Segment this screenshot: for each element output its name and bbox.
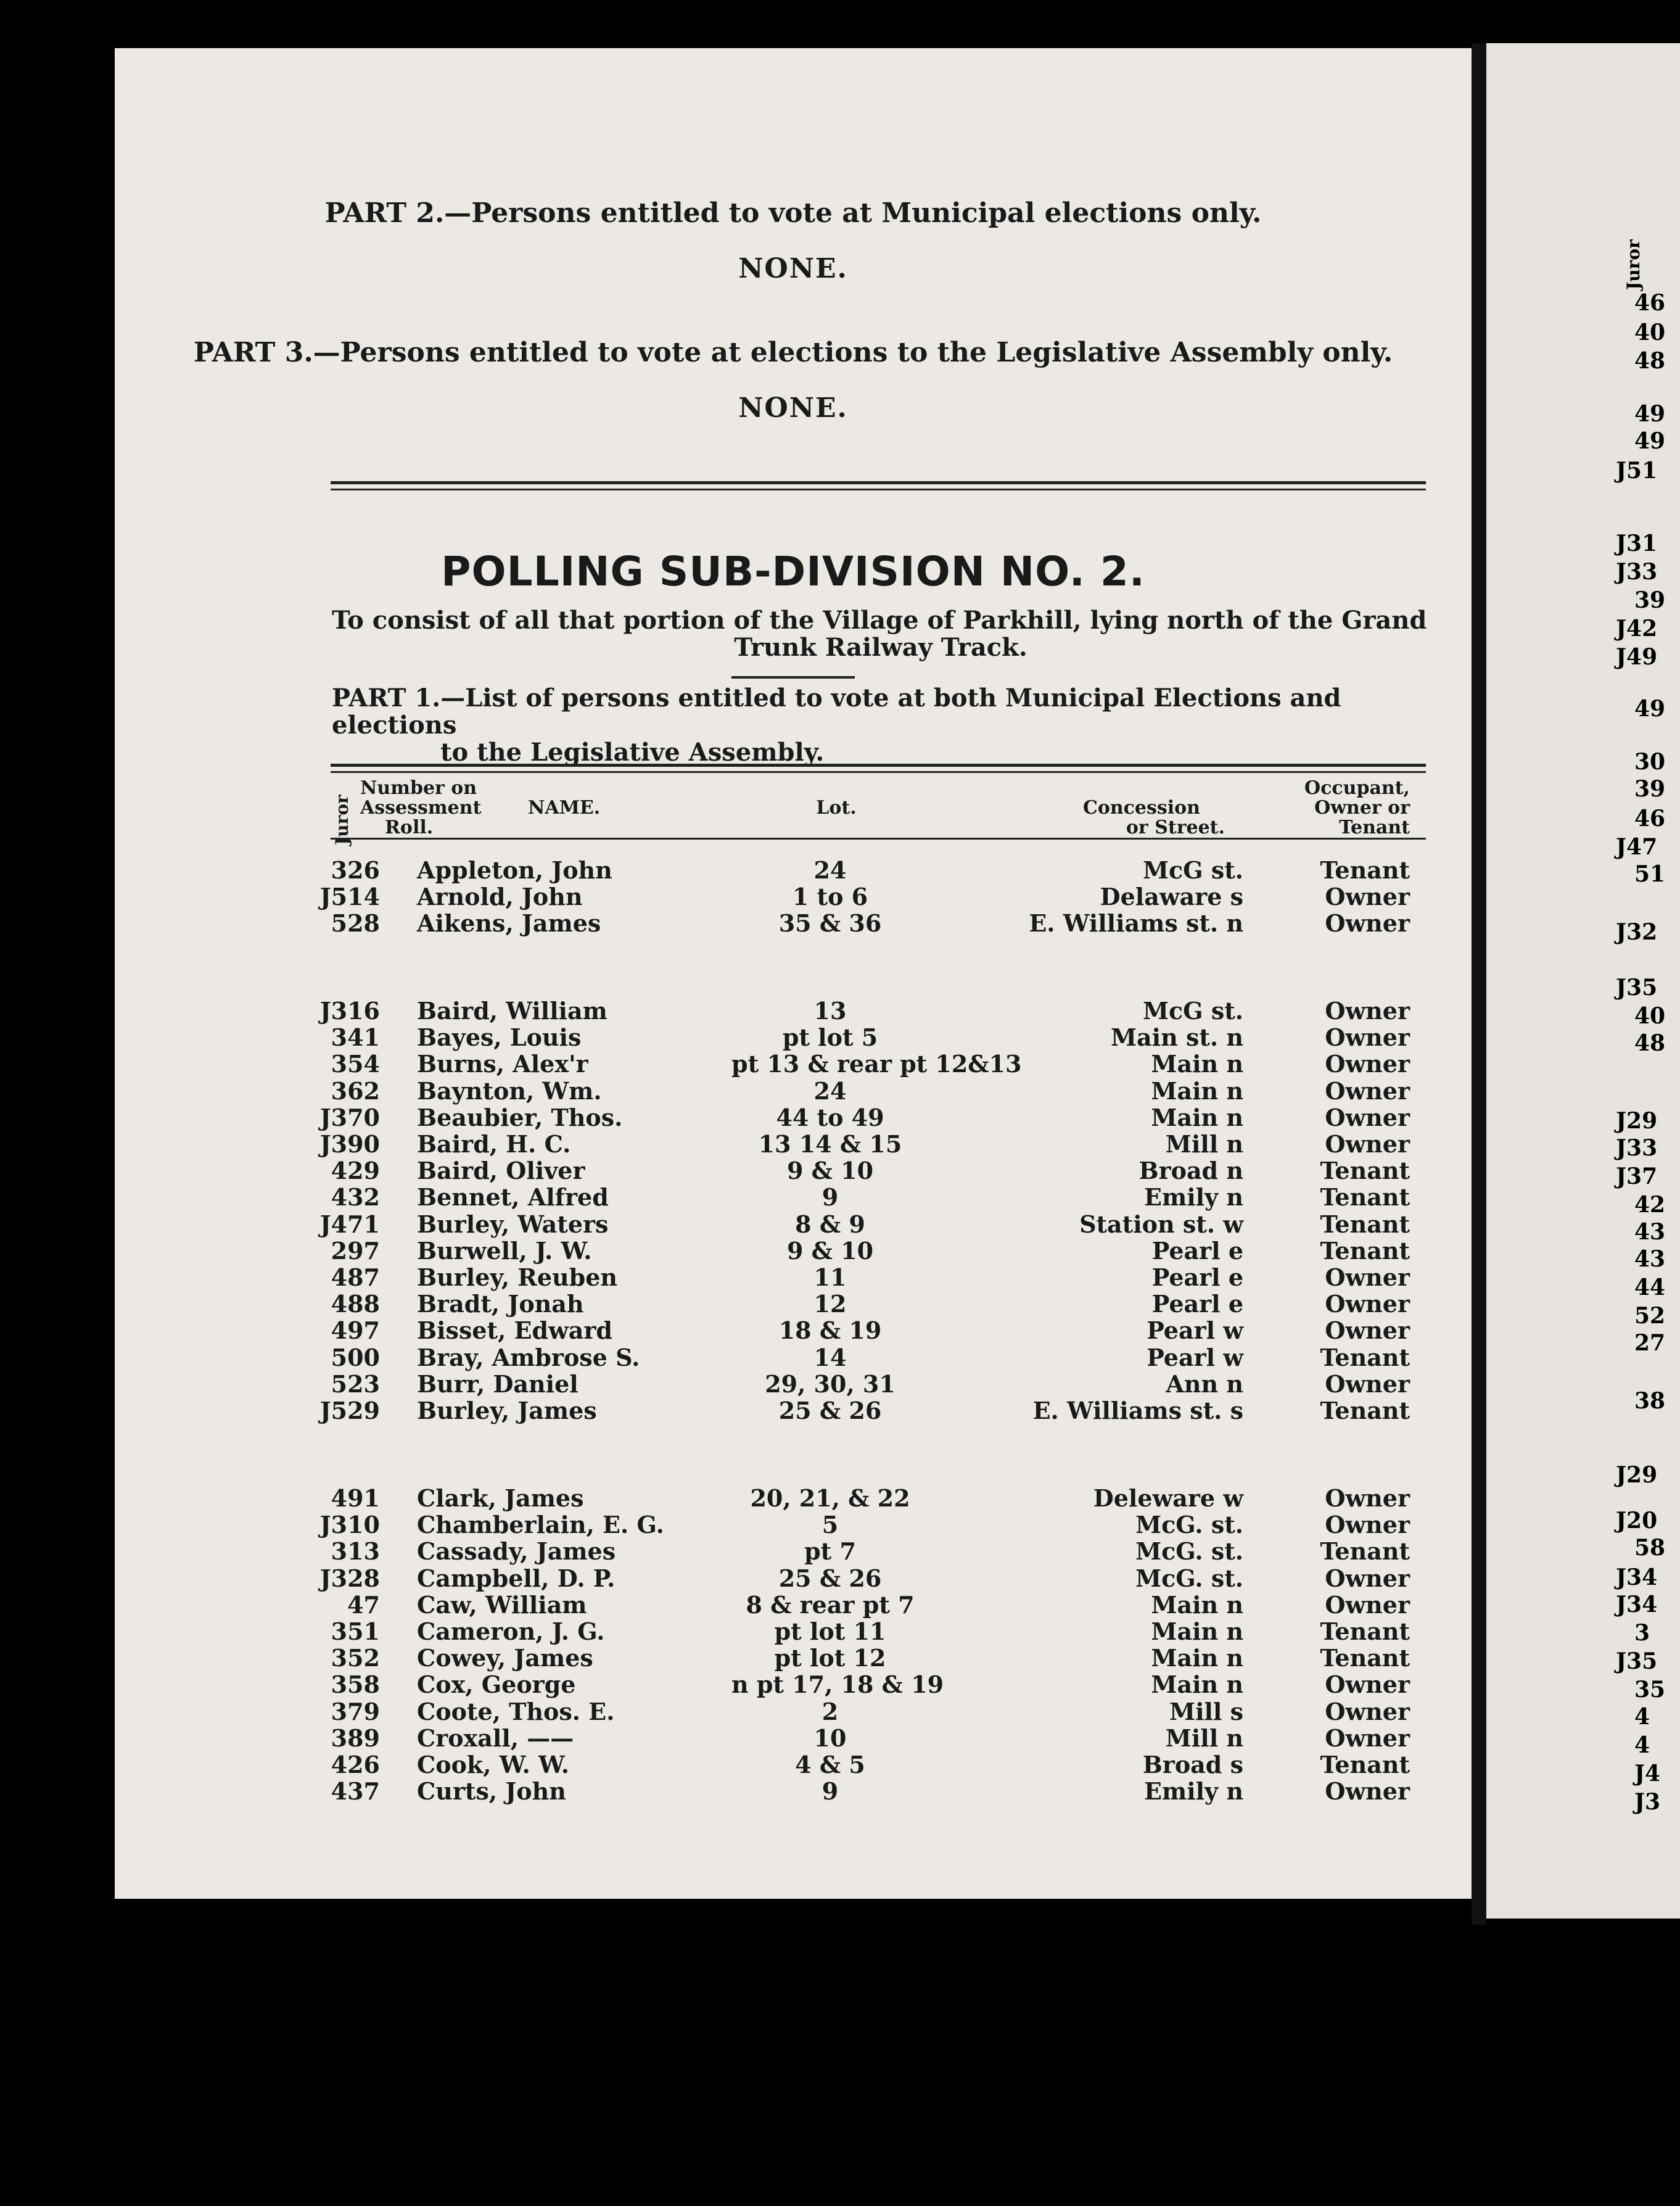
- right-page-entry: J47: [1616, 834, 1658, 860]
- occupancy-status: Tenant: [1320, 1210, 1410, 1238]
- occupancy-status: Owner: [1325, 1290, 1410, 1318]
- roll-number: J310: [319, 1511, 380, 1539]
- table-top-rule: [331, 764, 1426, 767]
- right-page-entry: J4: [1634, 1761, 1661, 1787]
- concession-street: E. Williams st. n: [1029, 909, 1243, 938]
- part2-none: NONE.: [738, 253, 848, 284]
- right-page-entry: J29: [1616, 1108, 1658, 1134]
- table-row: [115, 883, 1472, 909]
- roll-number: 500: [331, 1343, 380, 1371]
- voter-name: Burr, Daniel: [417, 1369, 579, 1398]
- occupancy-status: Owner: [1325, 1263, 1410, 1291]
- right-page-entry: J31: [1616, 531, 1658, 556]
- concession-street: E. Williams st. s: [1032, 1397, 1243, 1424]
- part1-heading: [332, 685, 1430, 766]
- occupancy-status: Tenant: [1320, 1397, 1410, 1424]
- roll-number: 497: [331, 1316, 380, 1345]
- right-page-entry: 43: [1634, 1246, 1666, 1272]
- table-row: [115, 1050, 1472, 1076]
- voter-name: Campbell, D. P.: [417, 1564, 616, 1592]
- roll-number: 389: [331, 1724, 380, 1752]
- voter-name: Curts, John: [417, 1777, 566, 1806]
- table-row: [115, 856, 1472, 883]
- lot-number: 5: [821, 1511, 839, 1539]
- right-page-entry: 40: [1634, 320, 1666, 345]
- lot-number: 9 & 10: [786, 1157, 874, 1185]
- lot-number: pt lot 5: [782, 1023, 878, 1052]
- occupant-header: Occupant, Owner or Tenant: [1304, 777, 1410, 838]
- right-page-entry: 49: [1634, 428, 1666, 454]
- lot-number: pt lot 11: [774, 1617, 886, 1645]
- table-row: [115, 1724, 1472, 1751]
- voter-name: Burley, Reuben: [417, 1263, 618, 1291]
- lot-number: 24: [813, 856, 847, 884]
- occupancy-status: Owner: [1325, 1050, 1410, 1078]
- roll-number: 488: [331, 1290, 380, 1318]
- lot-number: pt 7: [804, 1537, 856, 1566]
- lot-number: 13 14 & 15: [758, 1130, 902, 1158]
- roll-number: J529: [319, 1397, 380, 1424]
- concession-street: Main st. n: [1110, 1023, 1243, 1052]
- lot-number: 4 & 5: [795, 1751, 865, 1778]
- lot-number: 35 & 36: [778, 909, 882, 938]
- lot-number: 25 & 26: [778, 1564, 882, 1592]
- voter-name: Baird, Oliver: [417, 1157, 585, 1185]
- right-page-entry: 43: [1634, 1219, 1666, 1245]
- part2-heading: PART 2.—Persons entitled to vote at Municipal elections only.: [324, 197, 1262, 229]
- voter-name: Clark, James: [417, 1484, 584, 1512]
- concession-street: Mill n: [1165, 1724, 1243, 1752]
- book-gutter: [1472, 43, 1486, 1925]
- right-page-entry: 58: [1634, 1535, 1666, 1561]
- voter-name: Bray, Ambrose S.: [417, 1343, 640, 1371]
- roll-number: 47: [347, 1590, 380, 1619]
- concession-street: McG. st.: [1135, 1564, 1243, 1592]
- lot-number: 9: [821, 1183, 839, 1212]
- occupancy-status: Owner: [1325, 1511, 1410, 1539]
- table-row: [115, 1751, 1472, 1777]
- subdivision-title: POLLING SUB-DIVISION NO. 2.: [441, 548, 1145, 595]
- table-row: [115, 909, 1472, 936]
- lot-number: pt 13 & rear pt 12&13: [731, 1050, 1022, 1078]
- voter-name: Caw, William: [417, 1590, 587, 1619]
- roll-number: 487: [331, 1263, 380, 1291]
- table-row: [115, 1316, 1472, 1343]
- voter-name: Cameron, J. G.: [417, 1617, 605, 1645]
- right-page-entry: J42: [1616, 616, 1658, 642]
- lot-number: n pt 17, 18 & 19: [731, 1671, 944, 1699]
- right-page-entry: 46: [1634, 290, 1666, 316]
- table-row: [115, 1130, 1472, 1157]
- roll-number: J316: [319, 997, 380, 1025]
- occupancy-status: Tenant: [1320, 1236, 1410, 1265]
- number-header: Number on Assessment Roll.: [360, 777, 482, 838]
- occupancy-status: Tenant: [1320, 1751, 1410, 1778]
- part1-line1: PART 1.—List of persons entitled to vote at both Municipal Elections and elections: [332, 684, 1341, 740]
- concession-street: McG. st.: [1135, 1537, 1243, 1566]
- lot-number: 10: [813, 1724, 847, 1752]
- concession-street: Delaware s: [1100, 883, 1243, 911]
- roll-number: 432: [331, 1183, 380, 1212]
- table-row: [115, 1591, 1472, 1617]
- concession-street: Main n: [1151, 1671, 1243, 1699]
- lot-number: 13: [813, 997, 847, 1025]
- juror-header: Juror: [332, 795, 352, 845]
- roll-number: 426: [331, 1751, 380, 1778]
- table-row: [115, 1777, 1472, 1804]
- table-row: [115, 1263, 1472, 1290]
- roll-number: 429: [331, 1157, 380, 1185]
- part3-heading: PART 3.—Persons entitled to vote at elections to the Legislative Assembly only.: [193, 337, 1393, 368]
- right-page-entry: 4: [1634, 1704, 1650, 1730]
- lot-number: 44 to 49: [776, 1103, 884, 1131]
- concession-street: Main n: [1151, 1644, 1243, 1672]
- right-page-entry: 30: [1634, 749, 1666, 775]
- right-page-entry: 52: [1634, 1303, 1666, 1329]
- concession-street: Pearl e: [1151, 1290, 1243, 1318]
- occupancy-status: Owner: [1325, 883, 1410, 911]
- concession-street: Pearl e: [1151, 1236, 1243, 1265]
- right-page-entry: 35: [1634, 1677, 1666, 1703]
- voter-name: Bennet, Alfred: [417, 1183, 609, 1212]
- concession-street: Mill n: [1165, 1130, 1243, 1158]
- roll-number: J471: [319, 1210, 380, 1238]
- voter-name: Beaubier, Thos.: [417, 1103, 623, 1131]
- concession-street: Station st. w: [1079, 1210, 1243, 1238]
- table-row: [115, 1564, 1472, 1591]
- lot-number: 20, 21, & 22: [750, 1484, 910, 1512]
- right-page-entry: J37: [1616, 1163, 1658, 1189]
- voter-name: Bradt, Jonah: [417, 1290, 584, 1318]
- lot-number: 9: [821, 1777, 839, 1806]
- lot-number: 25 & 26: [778, 1397, 882, 1424]
- right-page-entry: 49: [1634, 696, 1666, 722]
- name-header: NAME.: [528, 797, 601, 819]
- right-page-entry: 48: [1634, 1030, 1666, 1056]
- roll-number: J328: [319, 1564, 380, 1592]
- lot-number: 8 & rear pt 7: [746, 1590, 915, 1619]
- occupancy-status: Tenant: [1320, 1183, 1410, 1212]
- occupancy-status: Owner: [1325, 1076, 1410, 1105]
- lot-number: pt lot 12: [774, 1644, 886, 1672]
- right-page-entry: 38: [1634, 1388, 1666, 1414]
- voter-name: Burley, James: [417, 1397, 597, 1424]
- right-page-entry: J33: [1616, 1135, 1658, 1161]
- right-page-entry: J20: [1616, 1508, 1658, 1534]
- right-page-entry: J34: [1616, 1592, 1658, 1617]
- voter-name: Baird, William: [417, 997, 607, 1025]
- occupancy-status: Owner: [1325, 1777, 1410, 1806]
- roll-number: 326: [331, 856, 380, 884]
- part1-line2: to the Legislative Assembly.: [440, 738, 825, 767]
- occupancy-status: Owner: [1325, 1023, 1410, 1052]
- table-row: [115, 1617, 1472, 1644]
- concession-street: Pearl e: [1151, 1263, 1243, 1291]
- occupancy-status: Owner: [1325, 1697, 1410, 1725]
- table-top-rule-secondary: [331, 771, 1426, 773]
- table-row: [115, 997, 1472, 1023]
- right-page-entry: J51: [1616, 458, 1658, 484]
- occupancy-status: Tenant: [1320, 1343, 1410, 1371]
- roll-number: 491: [331, 1484, 380, 1512]
- right-page-entry: 40: [1634, 1003, 1666, 1029]
- adjacent-page-fragment: [1486, 43, 1680, 1919]
- voter-name: Cox, George: [417, 1671, 576, 1699]
- right-page-entry: 39: [1634, 776, 1666, 802]
- roll-number: 528: [331, 909, 380, 938]
- voter-name: Baird, H. C.: [417, 1130, 571, 1158]
- voter-name: Cook, W. W.: [417, 1751, 569, 1778]
- roll-number: 352: [331, 1644, 380, 1672]
- occupancy-status: Owner: [1325, 1484, 1410, 1512]
- occupancy-status: Owner: [1325, 997, 1410, 1025]
- right-page-entry: J35: [1616, 975, 1658, 1001]
- occupancy-status: Owner: [1325, 1316, 1410, 1345]
- voter-name: Aikens, James: [417, 909, 601, 938]
- lot-header: Lot.: [816, 797, 857, 819]
- concession-street: Mill s: [1169, 1697, 1243, 1725]
- table-row: [115, 1290, 1472, 1316]
- lot-number: 1 to 6: [792, 883, 868, 911]
- document-page: [115, 48, 1472, 1899]
- roll-number: 341: [331, 1023, 380, 1052]
- occupancy-status: Tenant: [1320, 1617, 1410, 1645]
- table-row: [115, 1484, 1472, 1511]
- table-row: [115, 1370, 1472, 1397]
- table-row: [115, 1397, 1472, 1423]
- concession-street: Ann n: [1166, 1369, 1243, 1398]
- right-page-entry: J34: [1616, 1564, 1658, 1590]
- voter-name: Appleton, John: [417, 856, 612, 884]
- roll-number: 313: [331, 1537, 380, 1566]
- right-page-entry: 39: [1634, 587, 1666, 613]
- right-page-entry: 46: [1634, 806, 1666, 832]
- right-page-entry: J32: [1616, 919, 1658, 945]
- lot-number: 18 & 19: [778, 1316, 882, 1345]
- roll-number: 351: [331, 1617, 380, 1645]
- concession-street: Main n: [1151, 1103, 1243, 1131]
- occupancy-status: Owner: [1325, 1103, 1410, 1131]
- occupancy-status: Owner: [1325, 1369, 1410, 1398]
- occupancy-status: Tenant: [1320, 1537, 1410, 1566]
- right-page-entry: 51: [1634, 861, 1666, 887]
- occupancy-status: Owner: [1325, 909, 1410, 938]
- table-row: [115, 1157, 1472, 1183]
- section-divider: [331, 481, 1426, 484]
- concession-street: McG. st.: [1135, 1511, 1243, 1539]
- right-page-entry: J29: [1616, 1462, 1658, 1488]
- roll-number: 437: [331, 1777, 380, 1806]
- roll-number: J370: [319, 1103, 380, 1131]
- table-row: [115, 1104, 1472, 1130]
- occupancy-status: Tenant: [1320, 1157, 1410, 1185]
- roll-number: 358: [331, 1671, 380, 1699]
- concession-street: Main n: [1151, 1590, 1243, 1619]
- occupancy-status: Tenant: [1320, 856, 1410, 884]
- right-page-entry: 48: [1634, 348, 1666, 374]
- right-page-entry: 27: [1634, 1330, 1666, 1356]
- roll-number: 297: [331, 1236, 380, 1265]
- right-page-entry: J3: [1634, 1789, 1661, 1815]
- voter-name: Bayes, Louis: [417, 1023, 582, 1052]
- lot-number: 12: [813, 1290, 847, 1318]
- table-row: [115, 1237, 1472, 1263]
- occupancy-status: Owner: [1325, 1564, 1410, 1592]
- voter-name: Baynton, Wm.: [417, 1076, 602, 1105]
- right-page-entry: J49: [1616, 644, 1658, 670]
- right-page-entry: 3: [1634, 1620, 1650, 1646]
- concession-street: Emily n: [1144, 1777, 1243, 1806]
- voter-name: Burley, Waters: [417, 1210, 609, 1238]
- right-juror-header: Juror: [1623, 239, 1644, 290]
- voter-name: Burwell, J. W.: [417, 1236, 592, 1265]
- concession-street: Main n: [1151, 1076, 1243, 1105]
- voter-name: Bisset, Edward: [417, 1316, 612, 1345]
- concession-street: McG st.: [1142, 997, 1243, 1025]
- right-page-entry: 44: [1634, 1274, 1666, 1300]
- concession-street: Emily n: [1144, 1183, 1243, 1212]
- description-line1: To consist of all that portion of the Village of Parkhill, lying north of the Grand: [332, 606, 1427, 635]
- short-divider: [731, 676, 855, 679]
- lot-number: 8 & 9: [795, 1210, 865, 1238]
- roll-number: 354: [331, 1050, 380, 1078]
- occupancy-status: Tenant: [1320, 1644, 1410, 1672]
- right-page-entry: J35: [1616, 1648, 1658, 1674]
- concession-street: Pearl w: [1147, 1343, 1243, 1371]
- concession-street: Pearl w: [1147, 1316, 1243, 1345]
- voter-name: Chamberlain, E. G.: [417, 1511, 664, 1539]
- lot-number: 11: [813, 1263, 847, 1291]
- occupancy-status: Owner: [1325, 1590, 1410, 1619]
- concession-street: McG st.: [1142, 856, 1243, 884]
- lot-number: 24: [813, 1076, 847, 1105]
- roll-number: J390: [319, 1130, 380, 1158]
- voter-name: Cassady, James: [417, 1537, 616, 1566]
- roll-number: 523: [331, 1369, 380, 1398]
- right-page-entry: J33: [1616, 559, 1658, 585]
- section-divider-secondary: [331, 489, 1426, 490]
- lot-number: 29, 30, 31: [765, 1369, 896, 1398]
- table-row: [115, 1077, 1472, 1104]
- roll-number: 379: [331, 1697, 380, 1725]
- part3-none: NONE.: [738, 392, 848, 424]
- table-row: [115, 1698, 1472, 1724]
- table-row: [115, 1344, 1472, 1370]
- table-row: [115, 1644, 1472, 1671]
- roll-number: 362: [331, 1076, 380, 1105]
- voter-name: Arnold, John: [417, 883, 583, 911]
- voter-name: Coote, Thos. E.: [417, 1697, 615, 1725]
- concession-street: Main n: [1151, 1617, 1243, 1645]
- lot-number: 14: [813, 1343, 847, 1371]
- table-row: [115, 1183, 1472, 1210]
- concession-header: Concession or Street.: [1082, 797, 1225, 838]
- voter-name: Burns, Alex'r: [417, 1050, 588, 1078]
- voter-name: Cowey, James: [417, 1644, 593, 1672]
- concession-street: Broad s: [1142, 1751, 1243, 1778]
- right-page-entry: 49: [1634, 401, 1666, 427]
- table-row: [115, 1511, 1472, 1537]
- table-row: [115, 1023, 1472, 1050]
- occupancy-status: Owner: [1325, 1724, 1410, 1752]
- table-row: [115, 1210, 1472, 1237]
- concession-street: Broad n: [1139, 1157, 1243, 1185]
- voter-name: Croxall, ——: [417, 1724, 574, 1752]
- occupancy-status: Owner: [1325, 1130, 1410, 1158]
- lot-number: 2: [821, 1697, 839, 1725]
- right-page-entry: 4: [1634, 1732, 1650, 1758]
- concession-street: Deleware w: [1093, 1484, 1243, 1512]
- table-row: [115, 1671, 1472, 1697]
- table-row: [115, 1537, 1472, 1564]
- concession-street: Main n: [1151, 1050, 1243, 1078]
- subdivision-description: [332, 607, 1430, 661]
- roll-number: J514: [319, 883, 380, 911]
- header-bottom-rule: [331, 838, 1426, 840]
- occupancy-status: Owner: [1325, 1671, 1410, 1699]
- right-page-entry: 42: [1634, 1192, 1666, 1218]
- lot-number: 9 & 10: [786, 1236, 874, 1265]
- description-line2: Trunk Railway Track.: [734, 633, 1027, 662]
